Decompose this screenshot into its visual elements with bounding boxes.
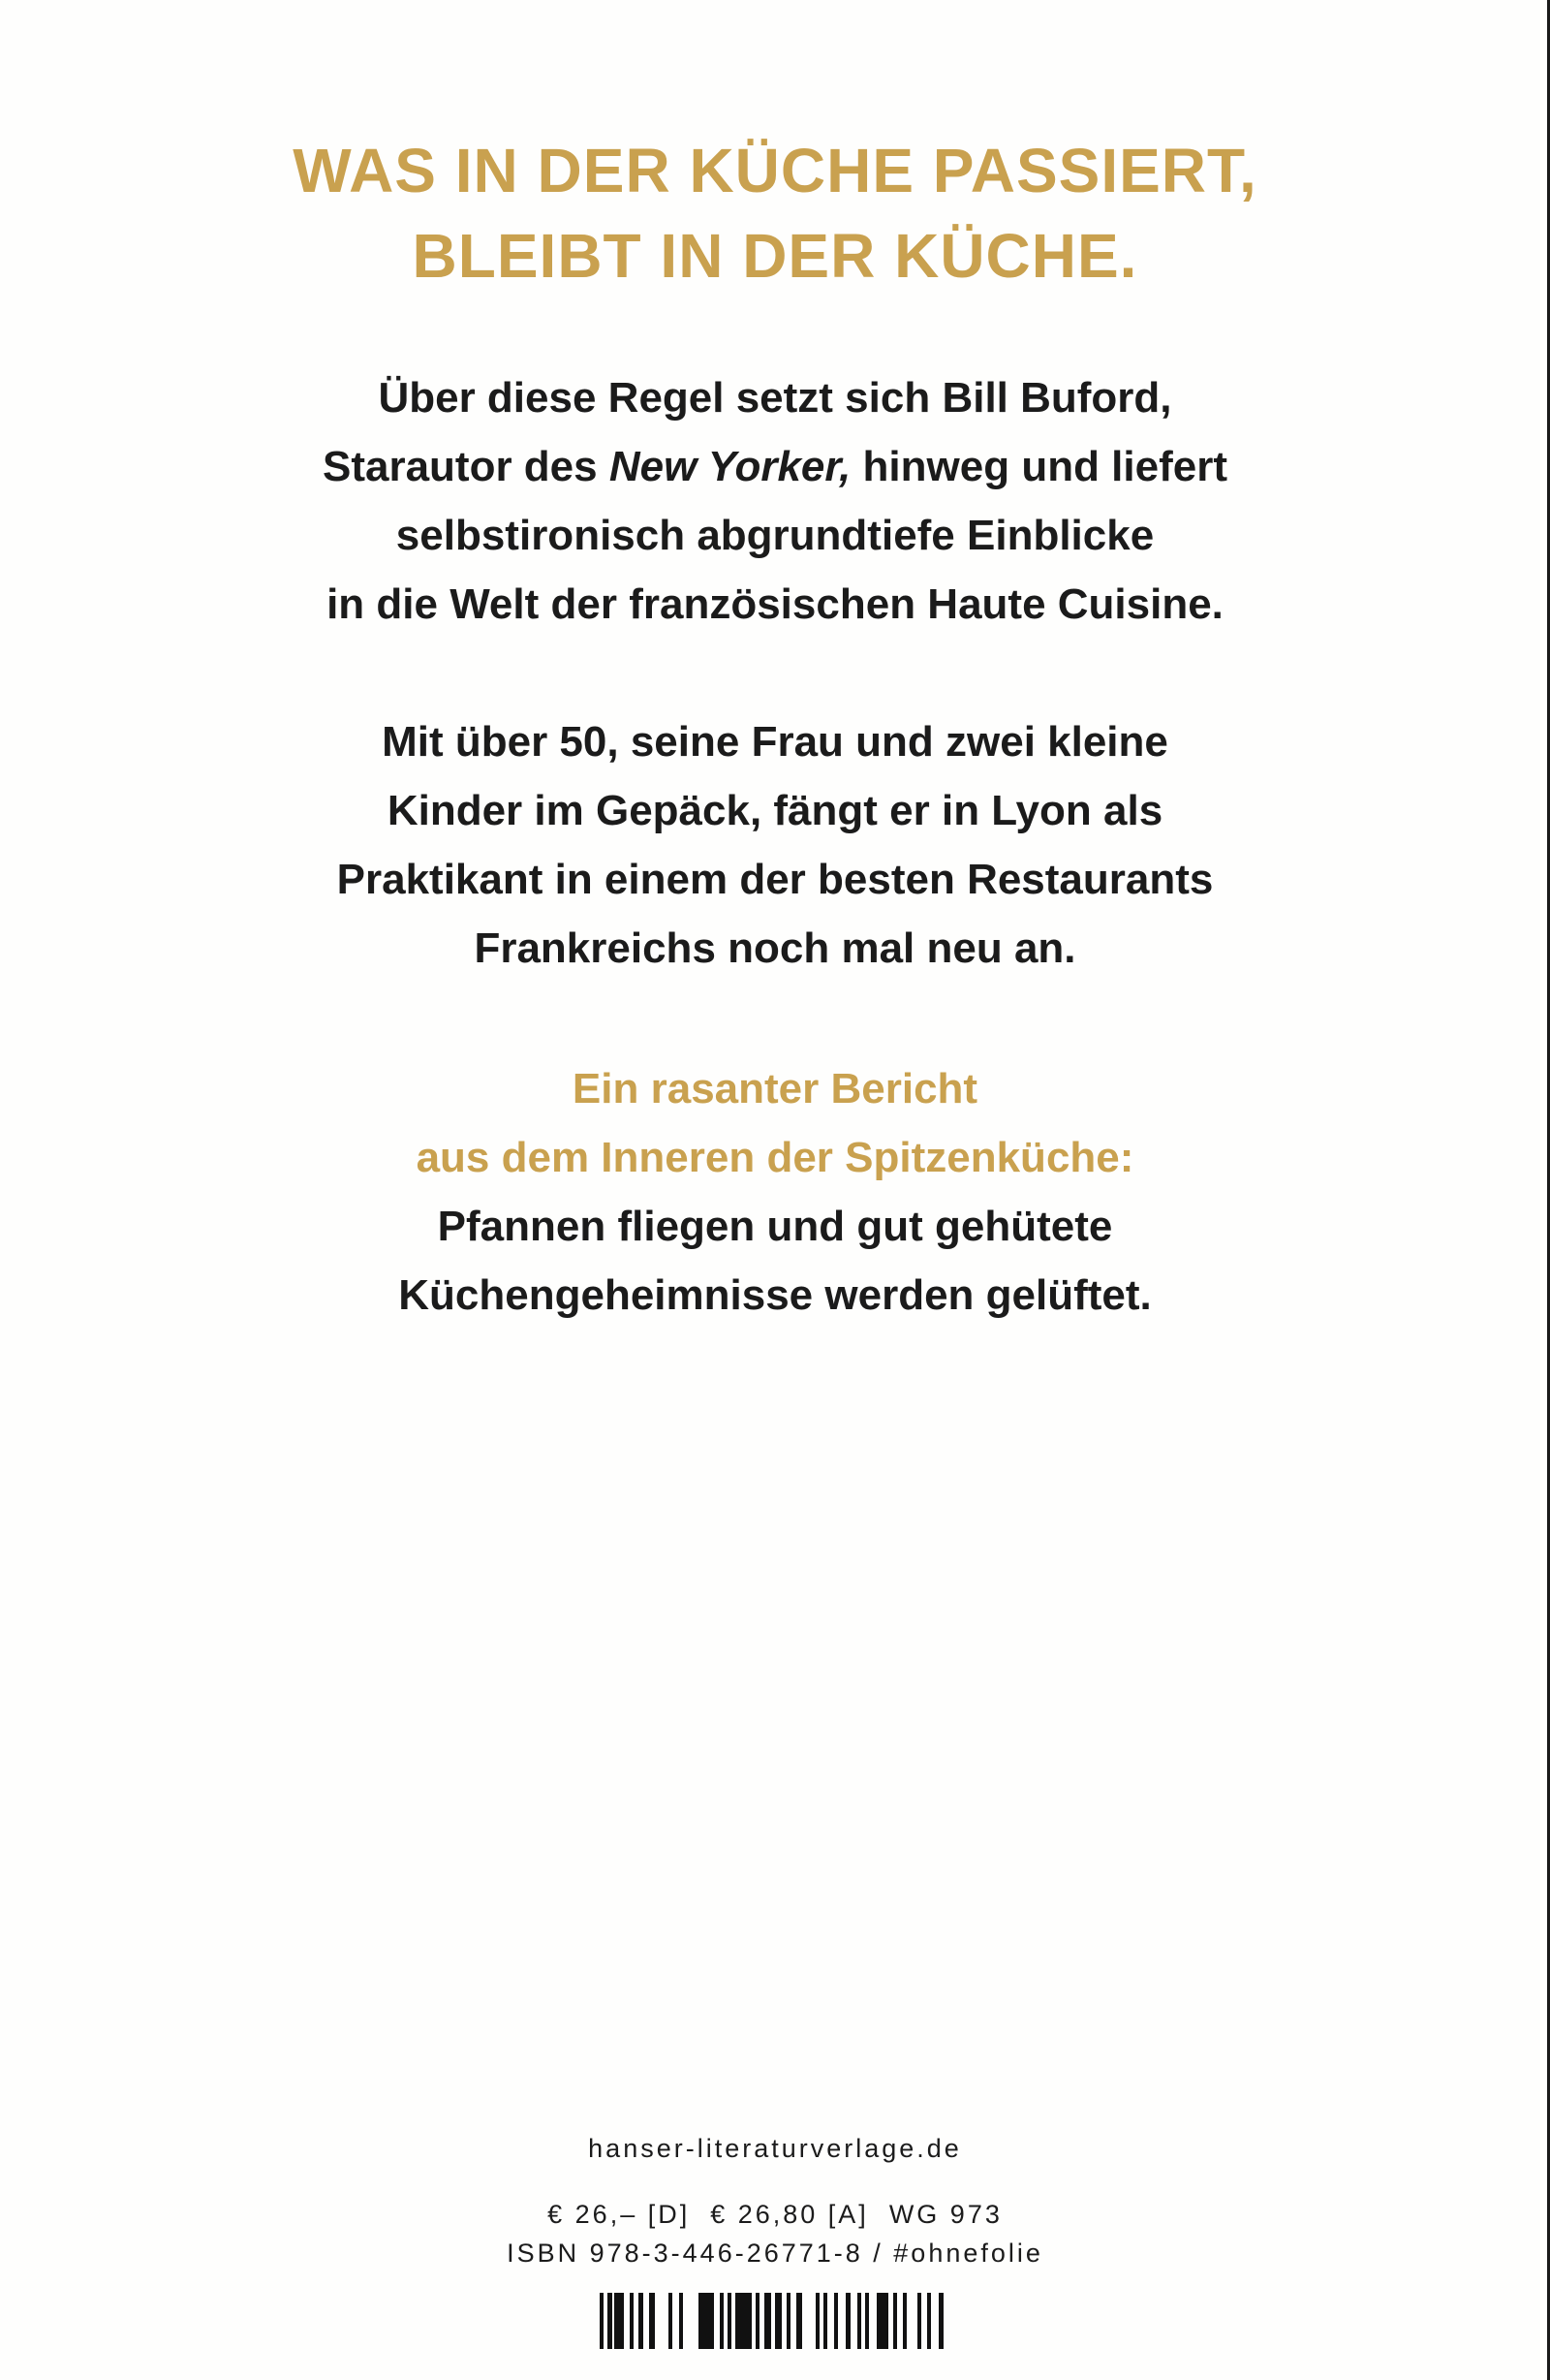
headline-line: WAS IN DER KÜCHE PASSIERT, bbox=[293, 136, 1257, 205]
text-line: Pfannen fliegen und gut gehütete bbox=[437, 1203, 1113, 1250]
magazine-name: New Yorker, bbox=[608, 443, 852, 490]
text-line: Praktikant in einem der besten Restaurants bbox=[336, 856, 1214, 903]
text-line: Frankreichs noch mal neu an. bbox=[474, 924, 1076, 972]
text-line: selbstironisch abgrundtiefe Einblicke bbox=[395, 512, 1155, 559]
barcode-bar bbox=[649, 2293, 655, 2349]
barcode-bar bbox=[735, 2293, 752, 2349]
barcode-bar bbox=[939, 2293, 943, 2349]
barcode-bar bbox=[893, 2293, 897, 2349]
barcode-bar bbox=[823, 2293, 827, 2349]
barcode-bar bbox=[787, 2293, 790, 2349]
barcode-bar bbox=[927, 2293, 931, 2349]
barcode-bar bbox=[857, 2293, 861, 2349]
barcode-bar bbox=[846, 2293, 850, 2349]
text-line: Über diese Regel setzt sich Bill Buford, bbox=[378, 374, 1172, 422]
barcode-bar bbox=[698, 2293, 715, 2349]
barcode-bar bbox=[796, 2293, 802, 2349]
text-segment: hinweg und liefert bbox=[851, 443, 1228, 490]
isbn-line: ISBN 978-3-446-26771-8 / #ohnefolie bbox=[507, 2239, 1043, 2268]
price-info bbox=[0, 2195, 1550, 2272]
headline-line: BLEIBT IN DER KÜCHE. bbox=[412, 221, 1138, 291]
barcode-bar bbox=[614, 2293, 624, 2349]
barcode-bar bbox=[834, 2293, 838, 2349]
barcode-bar bbox=[630, 2293, 634, 2349]
barcode-bar bbox=[720, 2293, 724, 2349]
barcode-bar bbox=[816, 2293, 820, 2349]
price-line: € 26,– [D] € 26,80 [A] WG 973 bbox=[547, 2200, 1003, 2229]
barcode-bar bbox=[728, 2293, 731, 2349]
text-line bbox=[0, 432, 1550, 501]
paragraph-story bbox=[0, 707, 1550, 983]
barcode-bar bbox=[903, 2293, 907, 2349]
highlight-line: aus dem Inneren der Spitzenküche: bbox=[416, 1134, 1134, 1181]
barcode-bar bbox=[668, 2293, 672, 2349]
text-line: Mit über 50, seine Frau und zwei kleine bbox=[382, 718, 1168, 766]
barcode-bar bbox=[607, 2293, 611, 2349]
text-line: in die Welt der französischen Haute Cuisine. bbox=[326, 580, 1224, 628]
paragraph-intro bbox=[0, 363, 1550, 639]
text-line: Küchengeheimnisse werden gelüftet. bbox=[398, 1271, 1152, 1319]
paragraph-teaser bbox=[0, 1054, 1550, 1330]
text-line: Kinder im Gepäck, fängt er in Lyon als bbox=[387, 787, 1163, 834]
barcode-bar bbox=[865, 2293, 869, 2349]
headline bbox=[0, 128, 1550, 298]
highlight-line: Ein rasanter Bericht bbox=[572, 1065, 978, 1112]
barcode-bar bbox=[775, 2293, 782, 2349]
barcode-bar bbox=[679, 2293, 683, 2349]
barcode-bar bbox=[600, 2293, 604, 2349]
barcode-bar bbox=[877, 2293, 887, 2349]
barcode-bar bbox=[638, 2293, 642, 2349]
barcode-bar bbox=[917, 2293, 921, 2349]
barcode bbox=[600, 2293, 945, 2349]
barcode-bar bbox=[764, 2293, 771, 2349]
text-segment: Starautor des bbox=[322, 443, 609, 490]
publisher-website: hanser-literaturverlage.de bbox=[588, 2134, 962, 2163]
barcode-bar bbox=[756, 2293, 760, 2349]
